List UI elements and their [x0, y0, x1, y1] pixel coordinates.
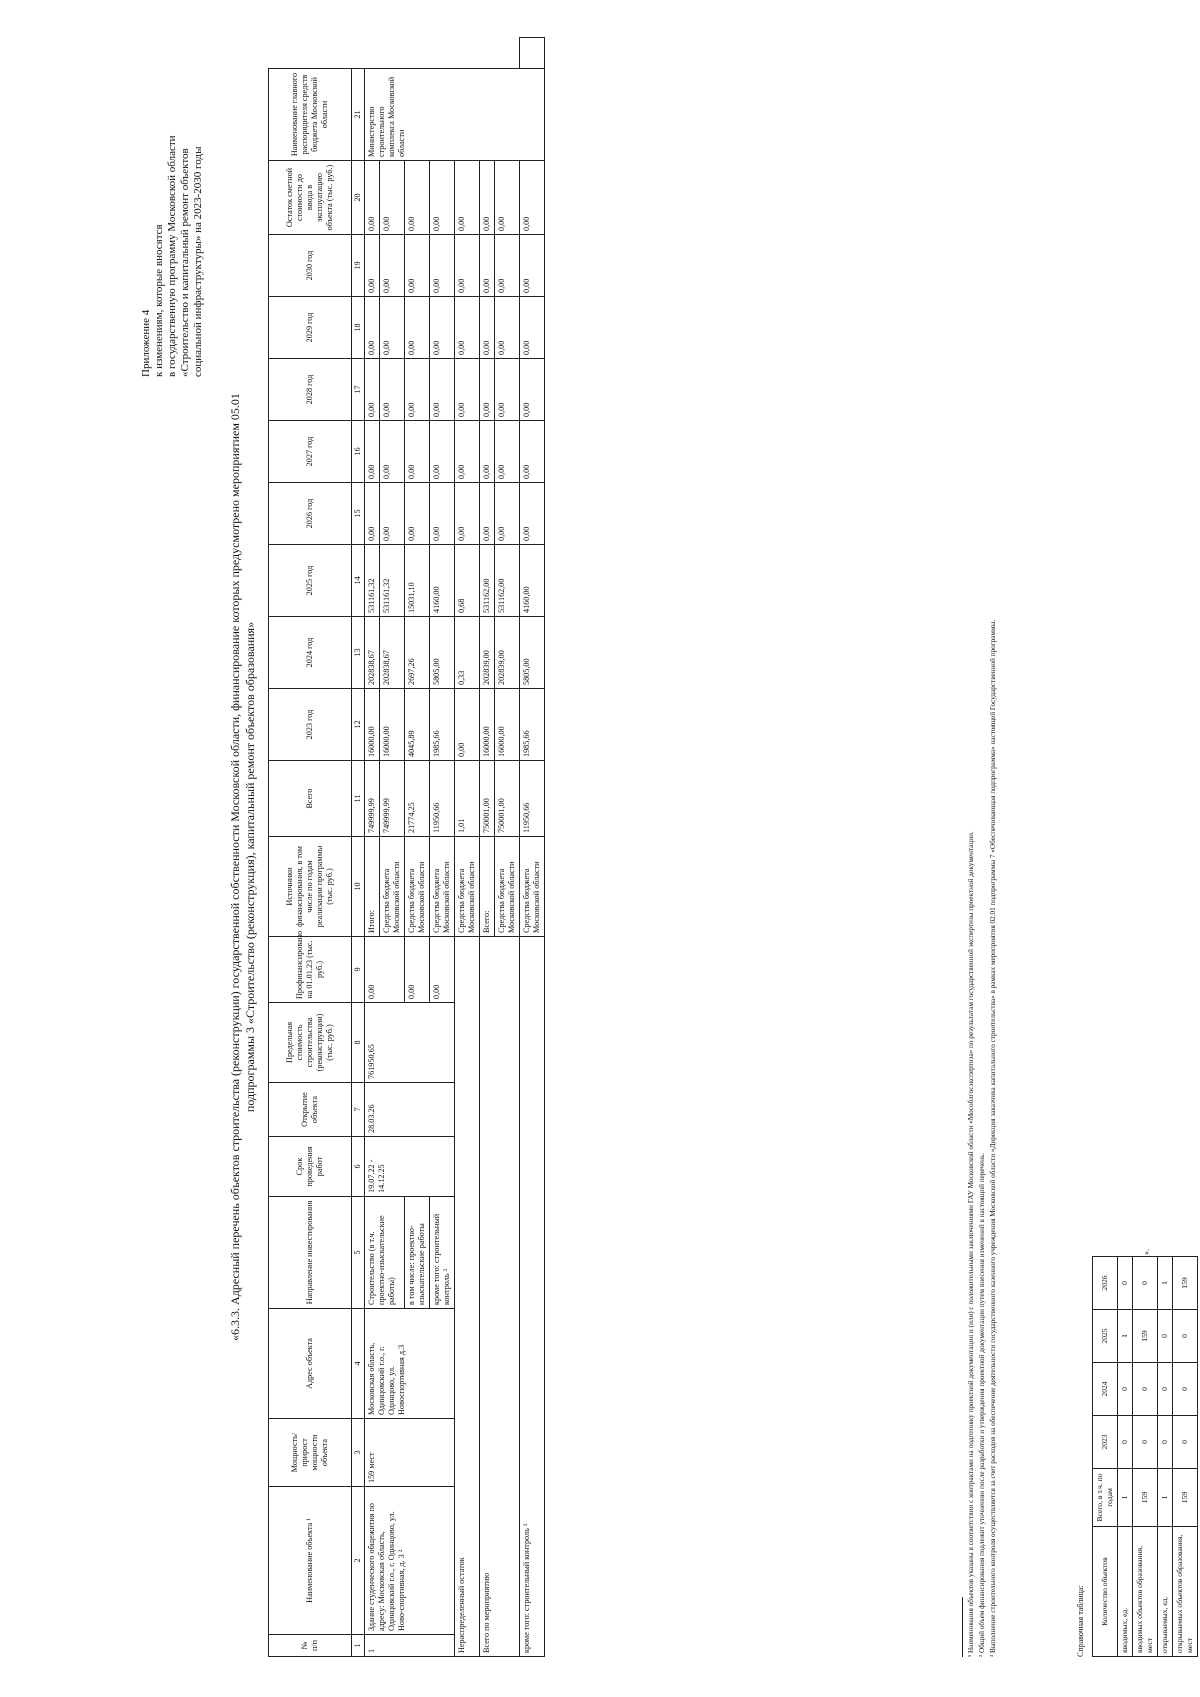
header-cell: 2025 — [1093, 1310, 1118, 1363]
value-cell: 0,00 — [520, 483, 545, 545]
header-cell: Адрес объекта — [269, 1309, 352, 1419]
column-number: 10 — [352, 837, 365, 937]
appendix-line: «Строительство и капитальный ремонт объектов — [179, 148, 191, 377]
value-cell: 0,00 — [430, 359, 455, 421]
table-row — [1173, 1257, 1198, 1657]
max-cost: 761950,65 — [365, 1003, 455, 1083]
document-title — [228, 267, 258, 1467]
column-number: 11 — [352, 761, 365, 837]
value-cell: 0,00 — [480, 359, 495, 421]
value-cell: 531161,32 — [380, 545, 405, 617]
value-cell: 0 — [1173, 1310, 1198, 1363]
header-cell: 2023 — [1093, 1416, 1118, 1469]
footnote-rule — [962, 1597, 963, 1657]
column-number: 13 — [352, 617, 365, 689]
column-number: 12 — [352, 689, 365, 761]
value-cell: 0,00 — [480, 297, 495, 359]
budget-manager: Министерство строительного комплекса Московской области — [365, 69, 545, 161]
header-cell: Наименование объекта ¹ — [269, 1487, 352, 1635]
header-cell: Профинансировано на 01.01.23 (тыс. руб.) — [269, 937, 352, 1003]
value-cell: 1,01 — [455, 761, 480, 837]
footnote: ¹ Наименования объектов указаны в соответствии с контрактами на подготовку проектной документации и (или) с положительными заключениями ГАУ Московской области «Мособлгосэкспертиза» по результатам государственной экспертизы проектной документации. — [967, 831, 975, 1657]
funding-source: Средства бюджета Московской области — [495, 837, 520, 937]
total-label: Всего по мероприятию — [480, 937, 520, 1657]
header-cell: 2028 год — [269, 359, 352, 421]
value-cell: 0,00 — [405, 297, 430, 359]
row-label: открываемых, ед. — [1158, 1527, 1173, 1657]
funding-source: Средства бюджета Московской области — [405, 837, 430, 937]
value-cell: 159 — [1173, 1469, 1198, 1527]
value-cell: 0,00 — [430, 421, 455, 483]
reference-table-caption: Справочная таблица: — [1076, 1585, 1085, 1657]
row-label: вводимых объектов образования, мест — [1133, 1527, 1158, 1657]
value-cell: 0,00 — [380, 161, 405, 235]
header-cell: 2030 год — [269, 235, 352, 297]
value-cell: 0,00 — [365, 483, 380, 545]
value-cell: 159 — [1133, 1310, 1158, 1363]
value-cell: 0 — [1158, 1310, 1173, 1363]
header-cell: Предельная стоимость строительства (реконструкции) (тыс. руб.) — [269, 1003, 352, 1083]
value-cell: 1985,66 — [520, 689, 545, 761]
value-cell: 159 — [1173, 1257, 1198, 1310]
table-row — [1158, 1257, 1173, 1657]
value-cell: 5805,00 — [430, 617, 455, 689]
funding-source: Средства бюджета Московской области — [380, 837, 405, 937]
value-cell: 202838,67 — [380, 617, 405, 689]
value-cell: 0,33 — [455, 617, 480, 689]
header-cell: 2025 год — [269, 545, 352, 617]
value-cell: 0,00 — [380, 421, 405, 483]
financed-amount: 0,00 — [405, 937, 430, 1003]
row-label: открываемых объектов образования, мест — [1173, 1527, 1198, 1657]
funding-source: Средства бюджета Московской области — [430, 837, 455, 937]
appendix-line: к изменениям, которые вносятся — [153, 224, 165, 377]
value-cell: 0,00 — [405, 161, 430, 235]
value-cell: 21774,25 — [405, 761, 430, 837]
appendix-header — [140, 77, 205, 377]
value-cell: 0,00 — [380, 483, 405, 545]
investment-direction: в том числе: проектно-изыскательские работы — [405, 1197, 430, 1309]
value-cell: 0 — [1133, 1257, 1158, 1310]
value-cell: 531161,32 — [365, 545, 380, 617]
column-number: 4 — [352, 1309, 365, 1419]
value-cell: 1985,66 — [430, 689, 455, 761]
funding-source: Средства бюджета Московской области — [520, 837, 545, 937]
table-row — [365, 38, 380, 1657]
value-cell: 0,00 — [455, 235, 480, 297]
value-cell: 11950,66 — [520, 761, 545, 837]
value-cell: 750001,00 — [480, 761, 495, 837]
financed-amount: 0,00 — [365, 937, 405, 1003]
table-row — [455, 38, 480, 1657]
column-number: 5 — [352, 1197, 365, 1309]
value-cell: 0,00 — [495, 483, 520, 545]
value-cell: 1 — [1118, 1469, 1133, 1527]
value-cell: 0,00 — [520, 359, 545, 421]
footnotes — [962, 97, 999, 1657]
value-cell: 750001,00 — [495, 761, 520, 837]
unallocated-label: Нераспределенный остаток — [455, 937, 480, 1657]
appendix-line: социальной инфраструктуры» на 2023-2030 годы — [192, 146, 204, 377]
value-cell: 0,00 — [455, 421, 480, 483]
value-cell: 0 — [1133, 1416, 1158, 1469]
value-cell: 0,00 — [520, 235, 545, 297]
opening-date: 28.03.26 — [365, 1083, 455, 1137]
control-label: кроме того: строительный контроль ³ — [520, 937, 545, 1657]
header-cell: Срок проведения работ — [269, 1137, 352, 1197]
column-number: 6 — [352, 1137, 365, 1197]
value-cell: 0 — [1118, 1363, 1133, 1416]
value-cell: 16000,00 — [380, 689, 405, 761]
value-cell: 0,00 — [365, 297, 380, 359]
column-number: 18 — [352, 297, 365, 359]
header-row — [269, 38, 352, 1657]
value-cell: 531162,00 — [495, 545, 520, 617]
value-cell: 0,00 — [455, 483, 480, 545]
value-cell: 0 — [1133, 1363, 1158, 1416]
value-cell: 0,00 — [480, 161, 495, 235]
header-cell: 2024 — [1093, 1363, 1118, 1416]
value-cell: 0,00 — [495, 297, 520, 359]
header-cell: Количество объектов — [1093, 1527, 1118, 1657]
value-cell: 0 — [1118, 1416, 1133, 1469]
object-capacity: 159 мест — [365, 1419, 455, 1487]
value-cell: 15031,10 — [405, 545, 430, 617]
table-row — [480, 38, 495, 1657]
title-line: подпрограммы 3 «Строительство (реконструкция), капитальный ремонт объектов образования» — [243, 621, 257, 1113]
value-cell: 0,00 — [520, 297, 545, 359]
value-cell: 5805,00 — [520, 617, 545, 689]
end-mark: ». — [1142, 1249, 1151, 1255]
value-cell: 159 — [1133, 1469, 1158, 1527]
funding-source: Средства бюджета Московской области — [455, 837, 480, 937]
footnote: ³ Выполнение строительного контроля осуществляется за счет расходов на обеспечение деятельности государственного казенного учреждения Московской области «Дирекция заказчика капитального строительства» в рамках мероприятия 02.01 подпрограммы 7 «Обеспечивающая подпрограмма» настоящей Государственной программы. — [989, 619, 997, 1657]
row-label: вводимых, ед. — [1118, 1527, 1133, 1657]
column-number: 15 — [352, 483, 365, 545]
address-list-table — [268, 37, 545, 1657]
column-number: 9 — [352, 937, 365, 1003]
funding-source: Всего: — [480, 837, 495, 937]
header-cell: 2026 год — [269, 483, 352, 545]
value-cell: 0,00 — [365, 359, 380, 421]
value-cell: 0 — [1158, 1363, 1173, 1416]
value-cell: 4160,00 — [430, 545, 455, 617]
appendix-line: в государственную программу Московской области — [166, 135, 178, 377]
column-number: 17 — [352, 359, 365, 421]
header-cell: 2023 год — [269, 689, 352, 761]
value-cell: 0,00 — [495, 359, 520, 421]
value-cell: 0 — [1173, 1416, 1198, 1469]
header-cell: Открытие объекта — [269, 1083, 352, 1137]
value-cell: 16000,00 — [495, 689, 520, 761]
value-cell: 0,00 — [365, 161, 380, 235]
empty-cell — [520, 38, 545, 69]
value-cell: 202838,67 — [365, 617, 380, 689]
value-cell: 0,00 — [380, 297, 405, 359]
value-cell: 0,00 — [365, 421, 380, 483]
column-number: 3 — [352, 1419, 365, 1487]
footnote: ² Общий объем финансирования подлежит уточнению после разработки и утверждения проектной документации путем внесения изменений в настоящий перечень. — [978, 1152, 986, 1657]
value-cell: 0,00 — [365, 235, 380, 297]
object-number: 1 — [365, 1635, 455, 1657]
value-cell: 0,00 — [480, 421, 495, 483]
object-address: Московская область, Одинцовский г.о., г. Одинцово, ул. Новоспортивная д.3 — [365, 1309, 455, 1419]
column-number: 21 — [352, 69, 365, 161]
value-cell: 4045,89 — [405, 689, 430, 761]
table-row — [1133, 1257, 1158, 1657]
column-number: 7 — [352, 1083, 365, 1137]
value-cell: 0 — [1173, 1363, 1198, 1416]
header-cell: Мощность/ прирост мощности объекта — [269, 1419, 352, 1487]
value-cell: 0,00 — [520, 421, 545, 483]
value-cell: 0,00 — [430, 483, 455, 545]
header-cell: 2026 — [1093, 1257, 1118, 1310]
value-cell: 0,00 — [495, 421, 520, 483]
investment-direction: кроме того: строительный контроль ³ — [430, 1197, 455, 1309]
value-cell: 0,00 — [405, 483, 430, 545]
value-cell: 11950,66 — [430, 761, 455, 837]
header-cell: 2024 год — [269, 617, 352, 689]
table-row — [1118, 1257, 1133, 1657]
column-number: 14 — [352, 545, 365, 617]
value-cell: 2697,26 — [405, 617, 430, 689]
column-number: 2 — [352, 1487, 365, 1635]
value-cell: 0,00 — [430, 235, 455, 297]
column-number-row — [352, 38, 365, 1657]
value-cell: 0,00 — [405, 235, 430, 297]
value-cell: 0,68 — [455, 545, 480, 617]
value-cell: 0,00 — [455, 689, 480, 761]
value-cell: 0,00 — [430, 161, 455, 235]
column-number: 8 — [352, 1003, 365, 1083]
value-cell: 0,00 — [380, 235, 405, 297]
funding-source: Итого: — [365, 837, 380, 937]
investment-direction: Строительство (в т.ч. проектно-изыскательские работы) — [365, 1197, 405, 1309]
header-cell: Источники финансирования, в том числе по годам реализации программы (тыс. руб.) — [269, 837, 352, 937]
reference-header-row — [1093, 1257, 1118, 1657]
reference-table — [1092, 1256, 1198, 1657]
header-cell: Наименование главного распорядителя средств бюджета Московской области — [269, 69, 352, 161]
value-cell: 1 — [1158, 1469, 1173, 1527]
value-cell: 0 — [1158, 1416, 1173, 1469]
header-cell: Направление инвестирования — [269, 1197, 352, 1309]
value-cell: 0,00 — [520, 161, 545, 235]
appendix-line: Приложение 4 — [140, 309, 152, 377]
value-cell: 16000,00 — [365, 689, 380, 761]
value-cell: 1 — [1158, 1257, 1173, 1310]
value-cell: 749999,99 — [380, 761, 405, 837]
value-cell: 16000,00 — [480, 689, 495, 761]
title-line: «6.3.3. Адресный перечень объектов строительства (реконструкции) государственной собственности Московской области, финансирование которых предусмотрено мероприятием 05.01 — [228, 393, 242, 1341]
header-cell: Всего, в т.ч. по годам — [1093, 1469, 1118, 1527]
column-number: 1 — [352, 1635, 365, 1657]
value-cell: 0,00 — [455, 359, 480, 421]
value-cell: 0,00 — [405, 421, 430, 483]
financed-amount: 0,00 — [430, 937, 455, 1003]
header-cell: Всего — [269, 761, 352, 837]
value-cell: 0,00 — [430, 297, 455, 359]
column-number: 20 — [352, 161, 365, 235]
header-cell: 2027 год — [269, 421, 352, 483]
value-cell: 4160,00 — [520, 545, 545, 617]
value-cell: 0 — [1118, 1257, 1133, 1310]
header-cell: Остаток сметной стоимости до ввода в эксплуатацию объекта (тыс. руб.) — [269, 161, 352, 235]
value-cell: 0,00 — [495, 161, 520, 235]
column-number: 16 — [352, 421, 365, 483]
value-cell: 1 — [1118, 1310, 1133, 1363]
value-cell: 0,00 — [380, 359, 405, 421]
value-cell: 0,00 — [455, 161, 480, 235]
value-cell: 202839,00 — [495, 617, 520, 689]
object-name: Здание студенческого общежития по адресу: Московская область, Одинцовский г.о., г. Одинцово, ул. Ново-спортивная, д. 3 ² — [365, 1487, 455, 1635]
table-row — [520, 38, 545, 1657]
column-number: 19 — [352, 235, 365, 297]
header-cell: № п/п — [269, 1635, 352, 1657]
value-cell: 0,00 — [480, 235, 495, 297]
value-cell: 531162,00 — [480, 545, 495, 617]
value-cell: 0,00 — [455, 297, 480, 359]
value-cell: 0,00 — [405, 359, 430, 421]
value-cell: 202839,00 — [480, 617, 495, 689]
work-term: 19.07.22 - 14.12.25 — [365, 1137, 455, 1197]
value-cell: 0,00 — [480, 483, 495, 545]
header-cell: 2029 год — [269, 297, 352, 359]
value-cell: 749999,99 — [365, 761, 380, 837]
value-cell: 0,00 — [495, 235, 520, 297]
